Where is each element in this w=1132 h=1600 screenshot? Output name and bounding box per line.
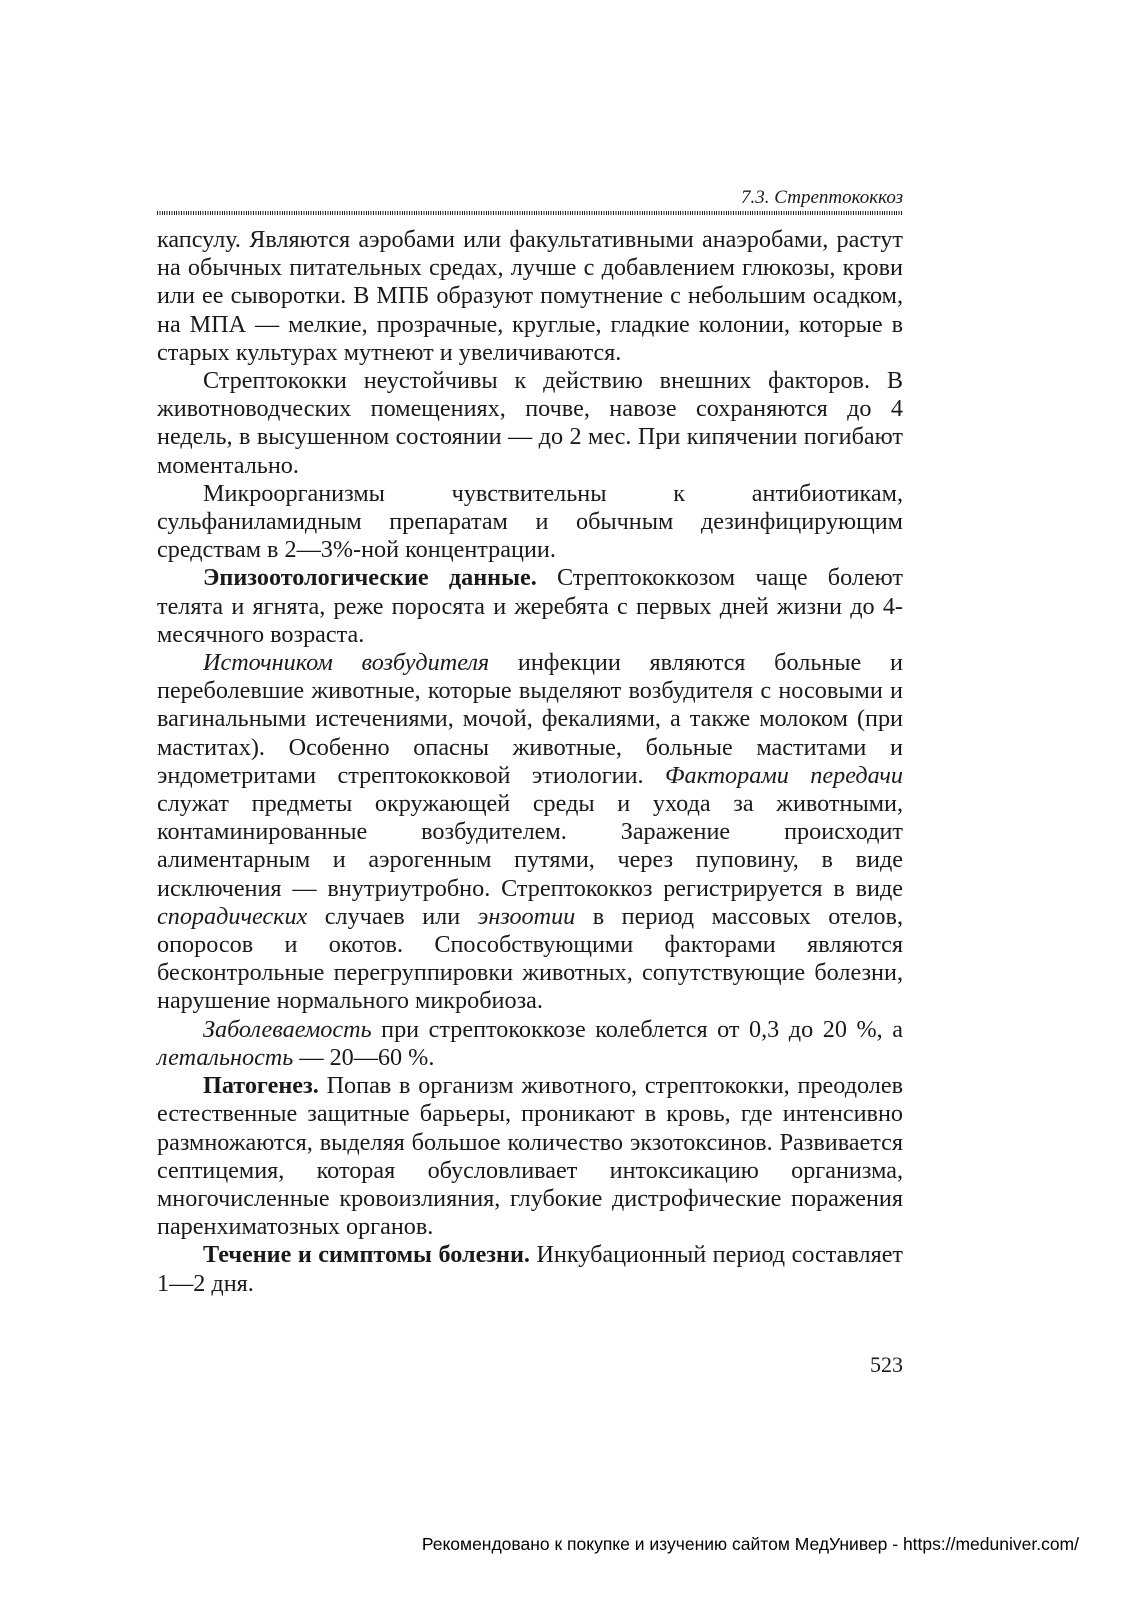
paragraph-text: Инкубационный период составляет 1—2 дня. xyxy=(157,1241,903,1297)
section-heading-epizootology: Эпизоотологические данные. xyxy=(203,564,537,592)
term-enzootic: энзоотии xyxy=(477,902,576,930)
paragraph-epizootology xyxy=(157,564,903,649)
paragraph-source xyxy=(157,649,903,1016)
paragraph-text: Стрептококкозом чаще болеют телята и ягнята, реже поросята и жеребята с первых дней жизни до 4-месячного возраста. xyxy=(157,564,903,648)
paragraph-resistance xyxy=(157,367,903,480)
section-heading-course: Течение и симптомы болезни. xyxy=(203,1241,530,1269)
paragraph-text: при стрептококкозе колеблется от 0,3 до 20 %, а xyxy=(371,1015,903,1043)
paragraph-text: капсулу. Являются аэробами или факультативными анаэробами, растут на обычных питательных средах, лучше с добавлением глюкозы, крови или ее сыворотки. В МПБ образуют помутнение с небольшим осадком, на МПА — мелкие, прозрачные, круглые, гладкие колонии, которые в старых культурах мутнеют и увеличиваются. xyxy=(157,226,903,366)
header-rule xyxy=(157,211,903,215)
paragraph-morbidity xyxy=(157,1016,903,1072)
paragraph-course xyxy=(157,1241,903,1297)
footer-link-text[interactable]: Рекомендовано к покупке и изучению сайтом МедУнивер - https://meduniver.com/ xyxy=(421,1534,1079,1554)
paragraph-text: случаев или xyxy=(307,902,478,930)
body-text xyxy=(157,226,903,1298)
paragraph-text: служат предметы окружающей среды и ухода за животными, контаминированные возбудителем. Заражение происходит алиментарным и аэрогенным путями, через пуповину, в виде исключения — внутриутробно. Стрептококкоз регистрируется в виде xyxy=(157,790,903,902)
term-lethality: летальность xyxy=(157,1043,294,1071)
paragraph-continuation xyxy=(157,226,903,367)
term-morbidity: Заболеваемость xyxy=(203,1015,372,1043)
paragraph-text: в период массовых отелов, опоросов и окотов. Способствующими факторами являются бесконтрольные перегруппировки животных, сопутствующие болезни, нарушение нормального микробиоза. xyxy=(157,902,903,1015)
paragraph-text: инфекции являются больные и переболевшие животные, которые выделяют возбудителя с носовыми и вагинальными истечениями, мочой, фекалиями, а также молоком (при маститах). Особенно опасны животные, больные маститами и эндометритами стрептококковой этиологии. xyxy=(157,649,903,789)
paragraph-text: Попав в организм животного, стрептококки, преодолев естественные защитные барьеры, проникают в кровь, где интенсивно размножаются, выделяя большое количество экзотоксинов. Развивается септицемия, которая обусловливает интоксикацию организма, многочисленные кровоизлияния, глубокие дистрофические поражения паренхиматозных органов. xyxy=(157,1072,903,1241)
running-head: 7.3. Стрептококкоз xyxy=(741,187,903,208)
paragraph-pathogenesis xyxy=(157,1072,903,1241)
paragraph-text: — 20—60 %. xyxy=(293,1043,435,1071)
paragraph-text: Стрептококки неустойчивы к действию внешних факторов. В животноводческих помещениях, почве, навозе сохраняются до 4 недель, в высушенном состоянии — до 2 мес. При кипячении погибают моментально. xyxy=(157,367,903,479)
term-sporadic: спорадических xyxy=(157,902,308,930)
page-number: 523 xyxy=(870,1352,903,1377)
paragraph-sensitivity xyxy=(157,480,903,565)
section-heading-pathogenesis: Патогенез. xyxy=(203,1072,319,1100)
term-source: Источником возбудителя xyxy=(203,649,490,677)
paragraph-text: Микроорганизмы чувствительны к антибиотикам, сульфаниламидным препаратам и обычным дезинфицирующим средствам в 2—3%-ной концентрации. xyxy=(157,479,903,564)
term-factors: Факторами передачи xyxy=(665,761,903,789)
